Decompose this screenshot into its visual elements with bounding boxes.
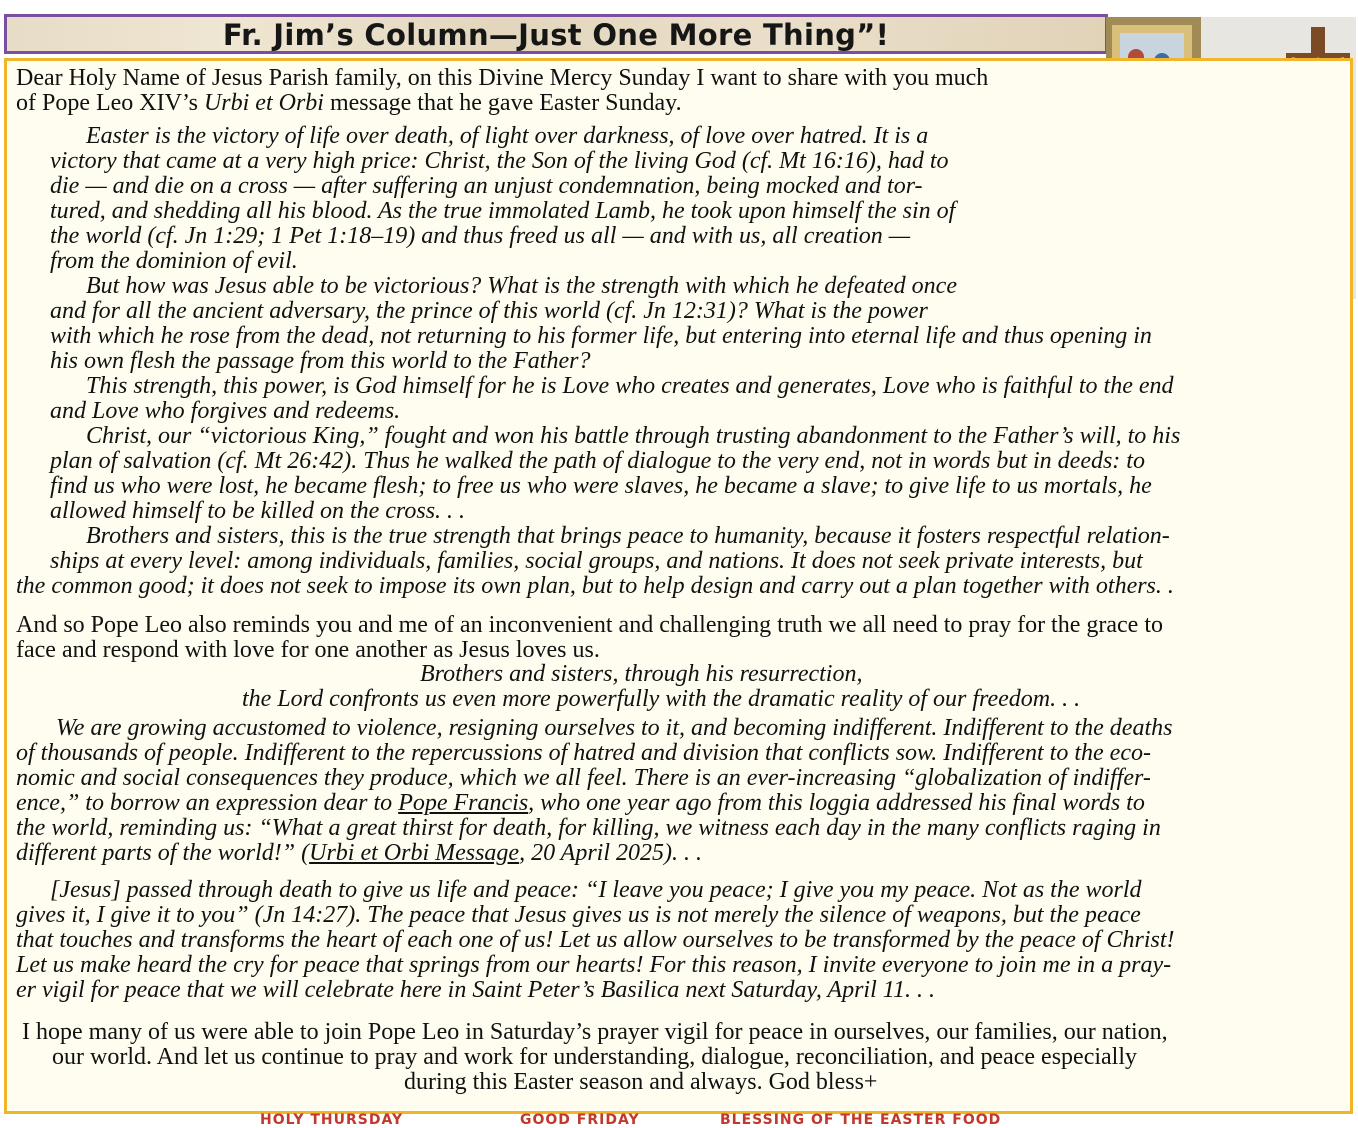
quote1-line: from the dominion of evil. bbox=[50, 248, 298, 274]
quote3-line: er vigil for peace that we will celebrate here in Saint Peter’s Basilica next Saturday, April 11. . . bbox=[16, 977, 935, 1003]
quote1-line: allowed himself to be killed on the cross. . . bbox=[50, 498, 466, 524]
quote1-line: But how was Jesus able to be victorious? What is the strength with which he defeated once bbox=[86, 273, 957, 299]
quote1-line: and for all the ancient adversary, the prince of this world (cf. Jn 12:31)? What is the power bbox=[50, 298, 928, 324]
urbi-et-orbi-message-link[interactable]: Urbi et Orbi Message bbox=[309, 840, 520, 866]
quote1-line: the world (cf. Jn 1:29; 1 Pet 1:18–19) and thus freed us all — and with us, all creation — bbox=[50, 223, 911, 249]
column-title: Fr. Jim’s Column—Just One More Thing”! bbox=[222, 18, 890, 52]
strip-easter-food: BLESSING OF THE EASTER FOOD bbox=[720, 1112, 1002, 1128]
quote1-line: with which he rose from the dead, not returning to his former life, but entering into eternal life and thus opening in bbox=[50, 323, 1152, 349]
quote2-line: We are growing accustomed to violence, resigning ourselves to it, and becoming indifferent. Indifferent to the deaths bbox=[56, 715, 1173, 741]
quote1-line: Easter is the victory of life over death, of light over darkness, of love over hatred. It is a bbox=[86, 123, 929, 149]
intro-line-1: Dear Holy Name of Jesus Parish family, on this Divine Mercy Sunday I want to share with you much bbox=[16, 65, 989, 91]
quote1-line: This strength, this power, is God himself for he is Love who creates and generates, Love who is faithful to the end bbox=[86, 373, 1174, 399]
quote3-line: gives it, I give it to you” (Jn 14:27). The peace that Jesus gives us is not merely the silence of weapons, but the peace bbox=[16, 902, 1141, 928]
quote3-line: Let us make heard the cry for peace that springs from our hearts! For this reason, I invite everyone to join me in a pray- bbox=[16, 952, 1172, 978]
quote1-line: ships at every level: among individuals, families, social groups, and nations. It does not seek private interests, but bbox=[50, 548, 1143, 574]
quote3-line: [Jesus] passed through death to give us life and peace: “I leave you peace; I give you my peace. Not as the world bbox=[50, 877, 1142, 903]
middle-line: And so Pope Leo also reminds you and me of an inconvenient and challenging truth we all need to pray for the grace to bbox=[16, 612, 1163, 638]
strip-good-friday: GOOD FRIDAY bbox=[520, 1112, 640, 1128]
quote1-line: plan of salvation (cf. Mt 26:42). Thus he walked the path of dialogue to the very end, not in words but in deeds: to bbox=[50, 448, 1145, 474]
intro-line-2: of Pope Leo XIV’s Urbi et Orbi message that he gave Easter Sunday. bbox=[16, 90, 682, 116]
quote2-center-line: Brothers and sisters, through his resurrection, bbox=[420, 661, 863, 687]
quote1-line: die — and die on a cross — after suffering an unjust condemnation, being mocked and tor- bbox=[50, 173, 923, 199]
closing-line: during this Easter season and always. God bless+ bbox=[404, 1069, 878, 1095]
quote1-line: and Love who forgives and redeems. bbox=[50, 398, 401, 424]
quote1-line: Christ, our “victorious King,” fought and won his battle through trusting abandonment to the Father’s will, to his bbox=[86, 423, 1181, 449]
quote1-line: the common good; it does not seek to impose its own plan, but to help design and carry out a plan together with others. . bbox=[16, 573, 1174, 599]
next-section-strip bbox=[240, 1112, 1160, 1128]
quote2-center-line: the Lord confronts us even more powerfully with the dramatic reality of our freedom. . . bbox=[242, 686, 1081, 712]
quote1-line: victory that came at a very high price: Christ, the Son of the living God (cf. Mt 16:16), had to bbox=[50, 148, 949, 174]
quote2-line: different parts of the world!” (Urbi et Orbi Message, 20 April 2025). . . bbox=[16, 840, 702, 866]
quote1-line: tured, and shedding all his blood. As the true immolated Lamb, he took upon himself the sin of bbox=[50, 198, 956, 224]
column-title-bar bbox=[4, 14, 1108, 54]
middle-line: face and respond with love for one another as Jesus loves us. bbox=[16, 637, 600, 663]
quote1-line: find us who were lost, he became flesh; to free us who were slaves, he became a slave; to give life to us mortals, he bbox=[50, 473, 1152, 499]
quote1-line: Brothers and sisters, this is the true strength that brings peace to humanity, because it fosters respectful relation- bbox=[86, 523, 1170, 549]
quote2-line: the world, reminding us: “What a great thirst for death, for killing, we witness each day in the many conflicts raging in bbox=[16, 815, 1161, 841]
closing-line: I hope many of us were able to join Pope Leo in Saturday’s prayer vigil for peace in ourselves, our families, our nation, bbox=[22, 1019, 1168, 1045]
pope-francis-link[interactable]: Pope Francis bbox=[398, 790, 529, 816]
quote3-line: that touches and transforms the heart of each one of us! Let us allow ourselves to be transformed by the peace of Christ! bbox=[16, 927, 1175, 953]
quote2-line: ence,” to borrow an expression dear to Pope Francis, who one year ago from this loggia addressed his final words to bbox=[16, 790, 1145, 816]
strip-holy-thursday: HOLY THURSDAY bbox=[260, 1112, 404, 1128]
closing-line: our world. And let us continue to pray and work for understanding, dialogue, reconciliation, and peace especially bbox=[52, 1044, 1138, 1070]
quote2-line: of thousands of people. Indifferent to the repercussions of hatred and division that conflicts sow. Indifferent to the eco- bbox=[16, 740, 1151, 766]
quote2-line: nomic and social consequences they produce, which we all feel. There is an ever-increasing “globalization of indiffer- bbox=[16, 765, 1151, 791]
quote1-line: his own flesh the passage from this world to the Father? bbox=[50, 348, 591, 374]
